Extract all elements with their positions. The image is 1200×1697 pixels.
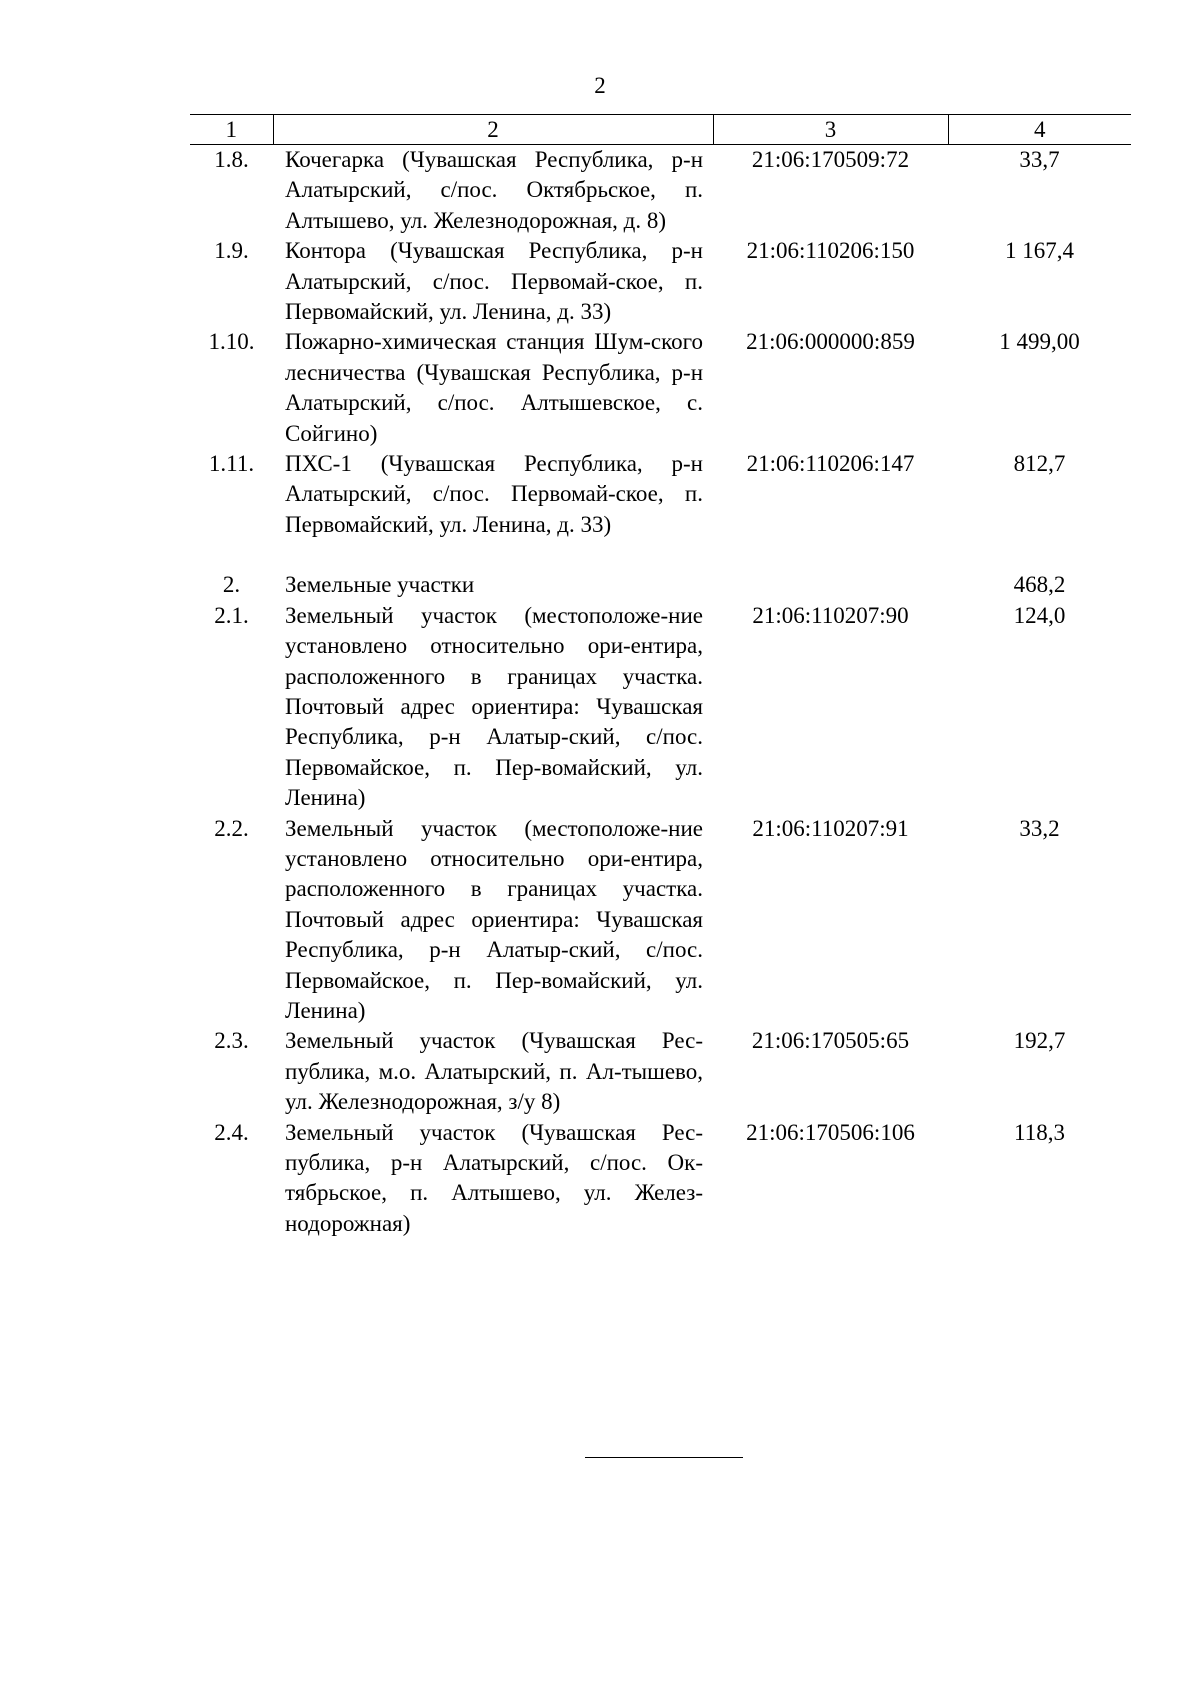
end-of-list-rule: [585, 1457, 743, 1458]
table-header-row: [190, 115, 1131, 145]
cadastral-number-cell: 21:06:110207:90: [752, 602, 909, 628]
table-spacer-row: [190, 540, 1131, 570]
table-body: [190, 145, 1131, 1240]
item-name-cell: Контора (Чувашская Республика, р-н Алатырский, с/пос. Первомай-ское, п. Первомайский, ул. Ленина, д. 33): [285, 238, 703, 325]
header-col-1: 1: [190, 115, 273, 145]
cadastral-number-cell: 21:06:110206:147: [746, 451, 915, 477]
item-number-cell: 1.10.: [208, 329, 255, 355]
table-row: [190, 327, 1131, 449]
item-number-cell: 1.9.: [214, 238, 249, 264]
value-cell: 118,3: [1014, 1119, 1065, 1145]
item-name-cell: Кочегарка (Чувашская Республика, р-н Алатырский, с/пос. Октябрьское, п. Алтышево, ул. Железнодорожная, д. 8): [285, 147, 703, 233]
cadastral-number-cell: 21:06:170509:72: [751, 147, 910, 172]
table-row: [190, 1118, 1131, 1240]
value-cell: 33,7: [1019, 147, 1060, 172]
header-col-3: 3: [713, 115, 948, 145]
table-row: [190, 601, 1131, 814]
item-name-cell: Земельный участок (Чувашская Рес-публика, р-н Алатырский, с/пос. Ок-тябрьское, п. Алтышево, ул. Желез-нодорожная): [285, 1119, 703, 1236]
property-table: [190, 114, 1131, 1239]
value-cell: 33,2: [1019, 815, 1060, 841]
page-number: 2: [594, 73, 606, 98]
item-name-cell: Земельные участки: [285, 572, 475, 598]
item-name-cell: ПХС-1 (Чувашская Республика, р-н Алатырский, с/пос. Первомай-ское, п. Первомайский, ул. Ленина, д. 33): [285, 451, 703, 537]
table-row: [190, 145, 1131, 237]
table-row: [190, 1026, 1131, 1117]
table-row: [190, 570, 1131, 600]
cadastral-number-cell: 21:06:170506:106: [746, 1119, 915, 1145]
item-number-cell: 1.11.: [208, 451, 255, 477]
value-cell: 1 167,4: [1005, 238, 1074, 264]
value-cell: 124,0: [1013, 602, 1066, 628]
item-number-cell: 2.1.: [214, 602, 249, 628]
item-number-cell: 2.: [222, 572, 241, 598]
item-number-cell: 1.8.: [214, 147, 249, 172]
item-number-cell: 2.2.: [214, 815, 249, 841]
value-cell: 468,2: [1013, 572, 1066, 598]
header-col-2: 2: [273, 115, 713, 145]
item-name-cell: Земельный участок (местоположе-ние установлено относительно ори-ентира, расположенного в границах участка. Почтовый адрес ориентира: Чувашская Республика, р-н Алатыр-ский, с/пос. Первомайское, п. Пер-вомайский, ул. Ленина): [285, 602, 703, 811]
cadastral-number-cell: 21:06:170505:65: [751, 1028, 910, 1054]
table-row: [190, 449, 1131, 540]
item-name-cell: Пожарно-химическая станция Шум-ского лесничества (Чувашская Республика, р-н Алатырский, с/пос. Алтышевское, с. Сойгино): [285, 329, 703, 446]
value-cell: 812,7: [1013, 451, 1066, 477]
cadastral-number-cell: [713, 570, 948, 600]
item-number-cell: 2.3.: [214, 1028, 249, 1054]
value-cell: 192,7: [1013, 1028, 1066, 1054]
spacer-cell: [190, 540, 1131, 570]
value-cell: 1 499,00: [999, 329, 1080, 355]
table-row: [190, 236, 1131, 327]
header-col-4: 4: [948, 115, 1131, 145]
cadastral-number-cell: 21:06:110207:91: [752, 815, 909, 841]
item-number-cell: 2.4.: [214, 1119, 249, 1145]
cadastral-number-cell: 21:06:110206:150: [746, 238, 915, 264]
table-row: [190, 814, 1131, 1027]
cadastral-number-cell: 21:06:000000:859: [746, 329, 915, 355]
item-name-cell: Земельный участок (Чувашская Рес-публика, м.о. Алатырский, п. Ал-тышево, ул. Железнодорожная, з/у 8): [285, 1028, 703, 1115]
item-name-cell: Земельный участок (местоположе-ние установлено относительно ори-ентира, расположенного в границах участка. Почтовый адрес ориентира: Чувашская Республика, р-н Алатыр-ский, с/пос. Первомайское, п. Пер-вомайский, ул. Ленина): [285, 815, 703, 1023]
